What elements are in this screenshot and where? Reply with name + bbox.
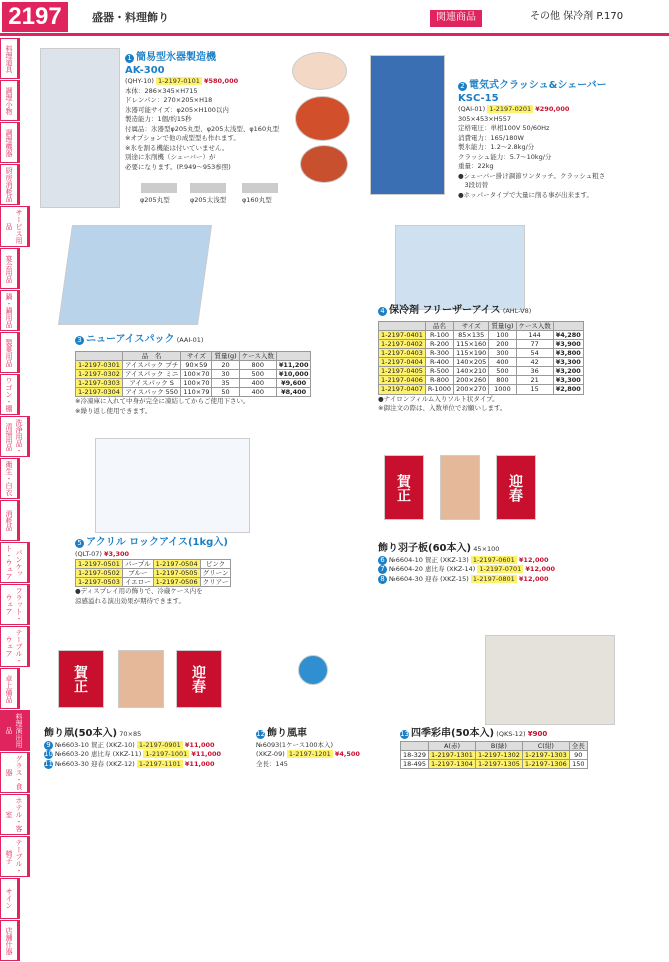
product-4-notes [378, 395, 658, 414]
item-price: ¥12,000 [518, 555, 549, 564]
sidebar-tab[interactable]: 製菓用品 [0, 332, 20, 373]
table-row [379, 339, 584, 348]
spec-line: 製氷能力：1.2〜2.8kg/分 [458, 143, 535, 151]
spec-line: ●ディスプレイ用の飾りで、冷蔵ケース内を [75, 587, 203, 596]
table-cell: 100×70 [181, 378, 212, 387]
table-cell: 35 [212, 378, 239, 387]
table-row [76, 378, 311, 387]
spec-line: 別途に氷削機（シェーバー）が [125, 153, 216, 161]
table-cell: 140×210 [454, 367, 489, 376]
sidebar-tab[interactable]: ホテル・客室 [0, 794, 30, 835]
product-13-number: 13 [400, 730, 409, 738]
item-order-code: 1-2197-0601 [472, 555, 515, 564]
skewer-dish-image [485, 635, 615, 725]
table-cell: 1-2197-0501 [76, 560, 123, 569]
header-cell: 質量(g) [212, 351, 239, 360]
table-cell: 100×70 [181, 369, 212, 378]
spec-line: ※繰り返し使用できます。 [75, 406, 152, 415]
product-2-model: KSC-15 [458, 92, 499, 104]
table-cell: 1-2197-0405 [379, 367, 426, 376]
table-cell: 42 [516, 358, 553, 367]
item-order-code: 1-2197-1101 [138, 759, 181, 768]
product-5-price: ¥3,300 [103, 549, 130, 558]
product-12-code: (XKZ-09) [256, 750, 285, 758]
table-row [401, 750, 588, 759]
item-code: (XKZ-11) [112, 750, 142, 758]
table-row [76, 360, 311, 369]
spec-line: ※オプションで他の成型型も作れます。 [125, 134, 240, 142]
table-cell: 1-2197-1303 [522, 750, 569, 759]
spec-line: 付属品：氷器型φ205丸型、φ205太浅型、φ160丸型 [125, 124, 280, 133]
table-cell: R-800 [425, 376, 453, 385]
item-order-code: 1-2197-0701 [479, 565, 522, 573]
table-cell: 1-2197-1302 [475, 750, 522, 759]
table-cell: 140×205 [454, 358, 489, 367]
spec-line: 消費電力：165/180W [458, 133, 524, 142]
product-4 [378, 305, 658, 414]
sidebar-tab[interactable]: 消耗品 [0, 500, 20, 541]
table-cell: ¥3,800 [553, 348, 583, 357]
table-row [76, 569, 231, 578]
table-row [379, 330, 584, 339]
table-header [401, 741, 588, 750]
table-cell: ¥3,900 [553, 339, 583, 348]
item-code: (XKZ-14) [446, 565, 476, 573]
table-header [379, 321, 584, 330]
table-cell: 100 [489, 330, 516, 339]
product-2-price: ¥290,000 [535, 105, 570, 113]
table-row [76, 369, 311, 378]
table-cell: 1-2197-0407 [379, 385, 426, 394]
product-9-11 [44, 728, 264, 769]
table-cell: 1-2197-0505 [153, 569, 200, 578]
table-cell: 1-2197-0404 [379, 358, 426, 367]
item-code: (XKZ-15) [440, 574, 469, 583]
sidebar-tab[interactable]: サービス用品 [0, 206, 30, 247]
table-cell: 400 [239, 378, 276, 387]
item-name: №6603-10 賀正 [55, 740, 104, 749]
spec-line: ドレンパン：270×205×H18 [125, 96, 213, 104]
mold-label-1: φ205丸型 [140, 196, 170, 204]
header-cell: 質量(g) [489, 321, 516, 330]
battledore-geishun-image: 迎春 [496, 455, 536, 520]
product-1-order-code: 1-2197-0101 [157, 77, 200, 85]
product-5-title: アクリル ロックアイス(1kg入) [86, 537, 228, 548]
table-cell: 50 [212, 388, 239, 397]
spec-line: ●ホッパータイプで大量に削る事が出来ます。 [458, 190, 594, 199]
product-3-number: 3 [75, 336, 84, 345]
product-5-notes [75, 587, 305, 606]
product-2-code: (QAI-01) [458, 105, 486, 113]
dish-image-2 [295, 96, 350, 141]
table-cell: 400 [239, 388, 276, 397]
table-cell: 18-495 [401, 759, 429, 768]
header-cell: 品名 [425, 321, 453, 330]
table-cell: 1-2197-0506 [153, 578, 200, 587]
spec-line: 本体：286×345×H715 [125, 86, 198, 95]
table-cell: ¥3,300 [553, 376, 583, 385]
product-2 [458, 80, 658, 200]
table-cell: 20 [212, 360, 239, 369]
spec-line: 305×453×H557 [458, 114, 511, 123]
header-cell [76, 351, 123, 360]
table-cell: 1-2197-0403 [379, 348, 426, 357]
product-5 [75, 537, 305, 606]
product-1 [125, 52, 295, 172]
product-12-model: №6093(1ケース100本入) [256, 740, 334, 749]
table-cell: 18-329 [401, 750, 429, 759]
product-2-specs [458, 115, 658, 201]
table-cell: アイスパック 550 [122, 388, 180, 397]
table-cell: 144 [516, 330, 553, 339]
product-13 [400, 728, 665, 769]
product-3-notes [75, 397, 305, 416]
table-cell: 150 [569, 759, 587, 768]
sidebar-tab[interactable]: 宴会用品 [0, 248, 20, 289]
product-12-number: 12 [256, 730, 265, 738]
product-3-code: (AAI-01) [176, 336, 204, 344]
header-cell [553, 321, 583, 330]
header-cell [401, 741, 429, 750]
item-name: №6604-30 迎春 [389, 574, 438, 583]
header-cell: B(緑) [475, 741, 522, 750]
table-cell: 1-2197-0302 [76, 369, 123, 378]
table-cell: ¥9,600 [276, 378, 311, 387]
product-2-order-code: 1-2197-0201 [489, 105, 532, 113]
mold-label-2: φ205太浅型 [190, 196, 227, 204]
mold-small-image [242, 183, 278, 193]
spec-line: ●シェーバー掛け調節ワンタッチ。クラッシュ粗さ [458, 171, 606, 180]
sidebar-tab[interactable]: 鍋・鍋用品 [0, 290, 20, 331]
sidebar-tab[interactable]: 店舗什器 [0, 920, 20, 961]
table-cell: ¥2,800 [553, 385, 583, 394]
product-2-title: 電気式クラッシュ&シェーバー [469, 80, 607, 91]
product-9-rows [44, 741, 264, 770]
page-number: 2197 [2, 2, 68, 32]
product-13-code: (QKS-12) [496, 730, 526, 738]
item-order-code: 1-2197-0901 [138, 740, 181, 749]
spec-line: ※御注文の際は、入数単位でお願いします。 [378, 404, 507, 412]
ice-pack-image [58, 225, 212, 325]
table-cell: 54 [516, 348, 553, 357]
table-cell: 21 [516, 376, 553, 385]
header-cell: A(赤) [429, 741, 476, 750]
sidebar-tab[interactable]: 卓上備品 [0, 668, 20, 709]
spec-line: 重量：22kg [458, 162, 494, 170]
table-cell: 300 [489, 348, 516, 357]
table-cell: クリアー [200, 578, 231, 587]
header-cell [379, 321, 426, 330]
table-cell: 500 [239, 369, 276, 378]
kite-geishun-image: 迎春 [176, 650, 222, 708]
table-cell: 1-2197-0401 [379, 330, 426, 339]
table-cell: 1-2197-0301 [76, 360, 123, 369]
spec-line: 必要になります。(P.949〜953参照) [125, 162, 231, 171]
table-cell: 800 [239, 360, 276, 369]
product-3-table [75, 351, 311, 398]
page-title: 盛器・料理飾り [92, 11, 169, 24]
table-cell: アイスパック ミニ [122, 369, 180, 378]
table-cell: ピンク [200, 560, 231, 569]
product-5-number: 5 [75, 539, 84, 548]
product-12-order-code: 1-2197-1201 [288, 750, 331, 758]
sidebar-tab[interactable]: ワゴン・棚 [0, 374, 20, 415]
list-item [378, 575, 668, 585]
table-cell: 110×79 [181, 388, 212, 397]
acrylic-rock-ice-image [95, 438, 250, 533]
table-cell: 85×135 [454, 330, 489, 339]
item-number: 9 [44, 741, 53, 750]
item-number: 6 [378, 556, 387, 565]
sidebar-tab[interactable]: 調理小物 [0, 80, 20, 121]
sidebar-tab[interactable]: 洗浄用品・清掃用品 [0, 416, 30, 457]
product-1-specs [125, 87, 295, 173]
table-cell: 400 [489, 358, 516, 367]
spec-line: 製造能力：1個/約15秒 [125, 115, 192, 123]
table-cell: 90 [569, 750, 587, 759]
page-header [0, 0, 669, 36]
table-cell: 115×190 [454, 348, 489, 357]
table-cell: ブルー [122, 569, 153, 578]
table-row [379, 376, 584, 385]
sidebar-tab[interactable]: フラット・ウェア [0, 584, 30, 625]
item-name: №6604-10 賀正 [389, 555, 438, 564]
table-cell: 1-2197-1304 [429, 759, 476, 768]
table-cell: ¥8,400 [276, 388, 311, 397]
table-row [76, 578, 231, 587]
table-cell: 1-2197-0303 [76, 378, 123, 387]
product-1-title: 簡易型氷器製造機 [136, 52, 216, 63]
product-13-title: 四季彩串(50本入) [411, 728, 495, 739]
product-6-8 [378, 543, 668, 584]
item-number: 8 [378, 575, 387, 584]
sidebar-tab[interactable]: 衛生・白衣 [0, 458, 20, 499]
table-row [76, 388, 311, 397]
table-cell: パープル [122, 560, 153, 569]
pinwheel-image [298, 655, 328, 685]
table-cell: 1-2197-1305 [475, 759, 522, 768]
item-code: (XKZ-12) [106, 759, 135, 768]
product-9-title: 飾り凧(50本入) [44, 728, 118, 739]
shaver-image [370, 55, 445, 195]
table-cell: 200 [489, 339, 516, 348]
product-4-code: (AHL-V8) [502, 307, 532, 315]
product-1-number: 1 [125, 54, 134, 63]
header-cell: C(紺) [522, 741, 569, 750]
dish-image-1 [292, 52, 347, 90]
product-2-number: 2 [458, 82, 467, 91]
product-9-size: 70×85 [119, 730, 142, 738]
product-13-table [400, 741, 588, 769]
table-cell: 77 [516, 339, 553, 348]
table-row [401, 759, 588, 768]
item-price: ¥11,000 [184, 740, 215, 749]
item-order-code: 1-2197-1001 [145, 750, 188, 758]
product-4-title: 保冷剤 フリーザーアイス [389, 305, 501, 316]
header-cell: 全長 [569, 741, 587, 750]
related-label: 関連商品 [430, 10, 482, 27]
table-row [76, 560, 231, 569]
item-name: №6603-20 恵比寿 [55, 750, 111, 758]
mold-label-3: φ160丸型 [242, 196, 272, 204]
sidebar-tab[interactable]: グラス・食器 [0, 752, 30, 793]
product-12 [256, 728, 386, 769]
table-row [379, 385, 584, 394]
item-price: ¥12,000 [518, 574, 549, 583]
sidebar-tab[interactable]: サイン [0, 878, 20, 919]
header-cell: 品 名 [122, 351, 180, 360]
related-ref[interactable]: その他 保冷剤 P.170 [530, 11, 624, 22]
table-row [379, 348, 584, 357]
header-cell: サイズ [181, 351, 212, 360]
table-cell: 1000 [489, 385, 516, 394]
item-number: 11 [44, 759, 53, 768]
table-cell: 1-2197-0304 [76, 388, 123, 397]
spec-line: 涼感溢れる演出効果が期待できます。 [75, 596, 185, 605]
item-price: ¥12,000 [525, 565, 556, 573]
header-cell: サイズ [454, 321, 489, 330]
table-cell: R-300 [425, 348, 453, 357]
product-3-title: ニューアイスパック [86, 334, 175, 345]
sidebar-tab[interactable]: バンケット・ウェア [0, 542, 30, 583]
item-order-code: 1-2197-0801 [472, 574, 515, 583]
product-13-price: ¥900 [527, 730, 548, 738]
table-cell: 30 [212, 369, 239, 378]
table-cell: R-400 [425, 358, 453, 367]
spec-line: ●ナイロンフィルム入りソルト状タイプ。 [378, 394, 499, 403]
table-cell: 800 [489, 376, 516, 385]
table-cell: 200×270 [454, 385, 489, 394]
list-item [44, 741, 264, 751]
kite-gasho-image: 賀正 [58, 650, 104, 708]
table-cell: 1-2197-1306 [522, 759, 569, 768]
product-1-price: ¥580,000 [203, 77, 239, 85]
item-code: (XKZ-10) [106, 740, 135, 749]
spec-line: ※氷を割る機能は付いていません。 [125, 143, 229, 152]
table-cell: 1-2197-0402 [379, 339, 426, 348]
table-cell: 1-2197-0502 [76, 569, 123, 578]
item-name: №6603-30 迎春 [55, 759, 104, 768]
table-cell: 90×59 [181, 360, 212, 369]
table-cell: 1-2197-0406 [379, 376, 426, 385]
spec-line: 3段切替 [458, 181, 489, 189]
table-cell: 36 [516, 367, 553, 376]
list-item [378, 556, 668, 566]
battledore-ebisu-image [440, 455, 480, 520]
table-cell: R-1000 [425, 385, 453, 394]
table-cell: ¥3,300 [553, 358, 583, 367]
table-cell: アイスパック S [122, 378, 180, 387]
product-12-price: ¥4,500 [334, 750, 360, 758]
header-cell: ケース入数 [516, 321, 553, 330]
mold-shallow-image [190, 183, 226, 193]
dish-image-3 [300, 145, 348, 183]
list-item [44, 750, 264, 760]
table-cell: R-500 [425, 367, 453, 376]
table-cell: グリーン [200, 569, 231, 578]
item-number: 10 [44, 750, 53, 758]
table-cell: 200×260 [454, 376, 489, 385]
sidebar-tab[interactable]: テーブル・椅子 [0, 836, 30, 877]
product-5-table [75, 559, 231, 587]
product-12-title: 飾り風車 [267, 728, 307, 739]
table-cell: R-100 [425, 330, 453, 339]
table-cell: 115×160 [454, 339, 489, 348]
table-cell: ¥4,280 [553, 330, 583, 339]
spec-line: ※冷凍庫に入れて中身が完全に凍結してからご使用下さい。 [75, 397, 250, 406]
sidebar-tab[interactable]: 料理道具 [0, 38, 20, 79]
list-item [378, 565, 668, 575]
table-cell: 1-2197-1301 [429, 750, 476, 759]
table-cell: R-200 [425, 339, 453, 348]
table-cell: 1-2197-0504 [153, 560, 200, 569]
table-cell: ¥11,200 [276, 360, 311, 369]
item-code: (XKZ-13) [440, 555, 469, 564]
item-name: №6604-20 恵比寿 [389, 565, 445, 573]
spec-line: クラッシュ能力：5.7〜10kg/分 [458, 152, 552, 161]
table-cell: ¥3,200 [553, 367, 583, 376]
sidebar-tab[interactable]: 調理機器 [0, 122, 20, 163]
product-6-rows [378, 556, 668, 585]
product-12-length: 全長：145 [256, 759, 288, 768]
list-item [44, 760, 264, 770]
table-cell: ¥10,000 [276, 369, 311, 378]
product-4-table [378, 321, 584, 395]
mold-round-image [141, 183, 177, 193]
product-6-title: 飾り羽子板(60本入) [378, 543, 472, 554]
header-cell [276, 351, 311, 360]
sidebar [0, 38, 22, 962]
table-cell: アイスパック プチ [122, 360, 180, 369]
item-price: ¥11,000 [184, 759, 215, 768]
product-3 [75, 334, 309, 416]
battledore-gasho-image: 賀正 [384, 455, 424, 520]
table-header [76, 351, 311, 360]
product-4-number: 4 [378, 307, 387, 316]
product-6-size: 45×100 [473, 545, 500, 553]
table-cell: イエロー [122, 578, 153, 587]
sidebar-tab[interactable]: テーブル・ウェア [0, 626, 30, 667]
item-number: 7 [378, 565, 387, 574]
ice-mold-machine-image [40, 48, 120, 208]
header-cell: ケース入数 [239, 351, 276, 360]
freezer-ice-image [395, 225, 525, 310]
table-cell: 15 [516, 385, 553, 394]
table-cell: 500 [489, 367, 516, 376]
table-cell: 1-2197-0503 [76, 578, 123, 587]
table-row [379, 358, 584, 367]
sidebar-tab[interactable]: 厨房消耗品 [0, 164, 20, 205]
product-1-model: AK-300 [125, 64, 165, 76]
sidebar-tab[interactable]: 料理演出用品 [0, 710, 30, 751]
table-row [379, 367, 584, 376]
product-5-code: (QLT-07) [75, 549, 102, 558]
spec-line: 定格電圧：単相100V 50/60Hz [458, 124, 550, 132]
spec-line: 氷器可能サイズ：φ205×H100以内 [125, 105, 229, 114]
item-price: ¥11,000 [191, 750, 222, 758]
kite-ebisu-image [118, 650, 164, 708]
product-1-code: (QHY-10) [125, 77, 154, 85]
